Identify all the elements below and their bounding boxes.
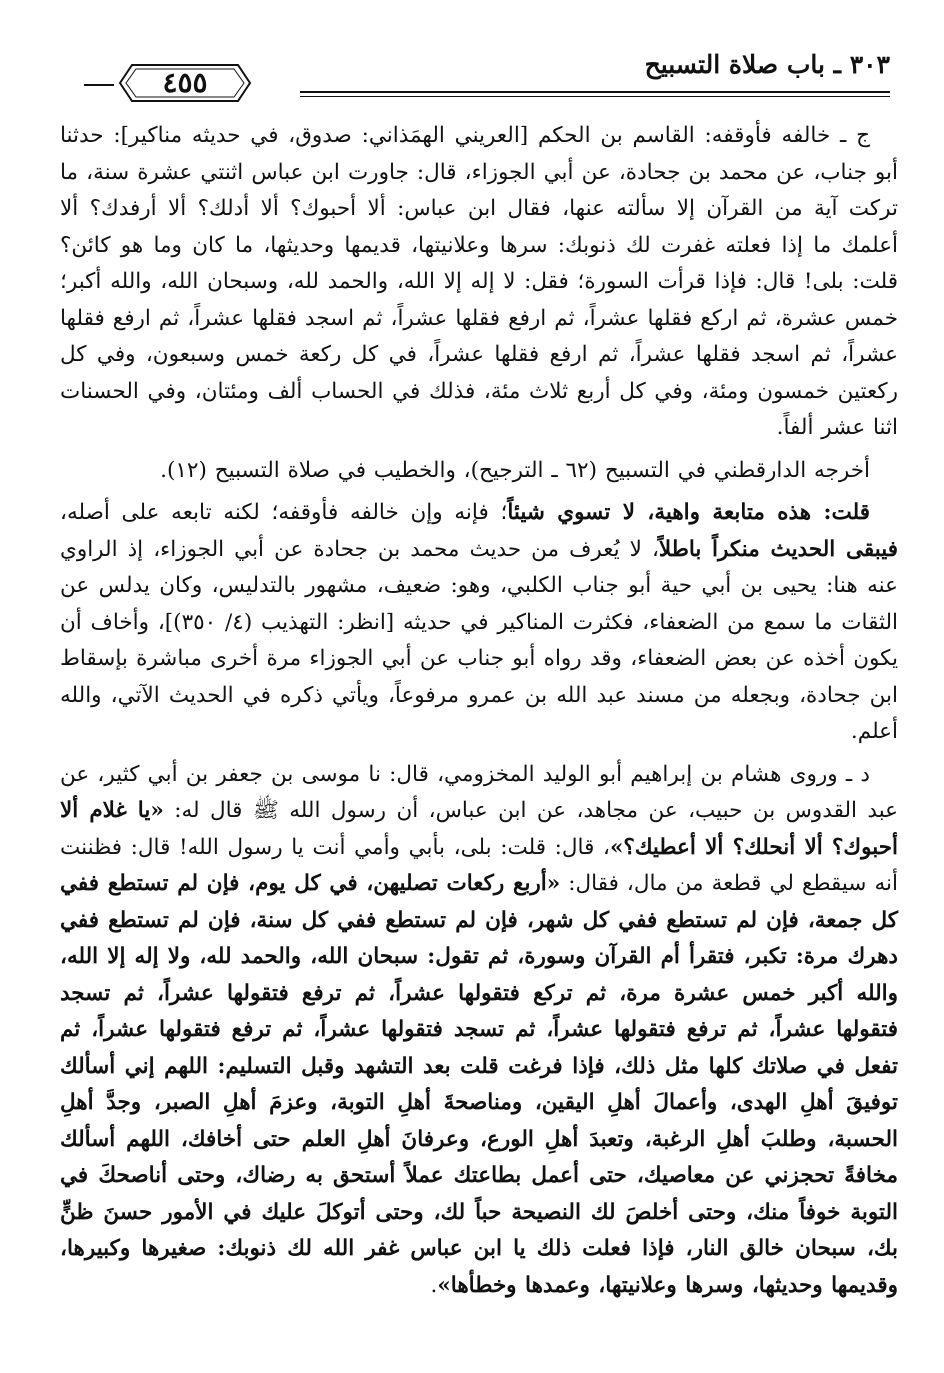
hadith-quote: «أربع ركعات تصليهن، في كل يوم، فإن لم تستطع ففي كل جمعة، فإن لم تستطع ففي كل شهر، فإن لم تستطع ففي كل سنة، فإن لم تستطع ففي دهرك مرة: تكبر، فتقرأ أم القرآن وسورة، ثم تقول: سبحان الله، والحمد لله، ولا إله إلا الله، والله أكبر خمس عشرة مرة، ثم تركع فتقولها عشراً، ثم ترفع فتقولها عشراً، ثم تسجد فتقولها عشراً، ثم ترفع فتقولها عشراً، ثم تسجد فتقولها عشراً، ثم ترفع فتقولها عشراً، ثم تفعل في صلاتك كلها مثل ذلك، فإذا فرغت قلت بعد التشهد وقبل التسليم: اللهم إني أسألك توفيقَ أهلِ الهدى، وأعمالَ أهلِ اليقين، ومناصحةَ أهلِ التوبة، وعزمَ أهلِ الصبر، وجدَّ أهلِ الحسبة، وطلبَ أهلِ الرغبة، وتعبدَ أهلِ الورع، وعرفانَ أهلِ العلم حتى أخافك، اللهم أسألك مخافةً تحجزني عن معاصيك، حتى أعمل بطاعتك عملاً أستحق به رضاك، وحتى أناصحكَ في التوبة خوفاً منك، وحتى أخلصَ لك النصيحة حباً لك، وحتى أتوكلَ عليك في الأمور حسنَ ظنٍّ بك، سبحان خالق النار، فإذا فعلت ذلك يا ابن عباس غفر الله لك ذنوبك: صغيرها وكبيرها، وقديمها وحديثها، وسرها وعلانيتها، وعمدها وخطأها»	[60, 871, 898, 1298]
paragraph-text: أخرجه الدارقطني في التسبيح (٦٢ ـ الترجيح)، والخطيب في صلاة التسبيح (١٢).	[160, 457, 870, 483]
text-segment: ؛ فإنه وإن خالفه فأوقفه؛ لكنه تابعه على أصله،	[60, 500, 508, 525]
paragraph-narration-d	[60, 757, 898, 1305]
paragraph-takhrij	[60, 453, 898, 490]
header-dash	[84, 84, 114, 86]
paragraph-commentary	[60, 495, 898, 751]
paragraph-text: ج ـ خالفه فأوقفه: القاسم بن الحكم [العريني الهمَذاني: صدوق، في حديثه مناكير]: حدثنا أبو جناب، عن محمد بن جحادة، عن أبي الجوزاء، قال: جاورت ابن عباس اثنتي عشرة سنة، ما تركت آية من القرآن إلا سألته عنها، فقال ابن عباس: ألا أحبوك؟ ألا أدلك؟ ألا أرفدك؟ ألا أعلمك ما إذا فعلته غفرت لك ذنوبك: سرها وعلانيتها، قديمها وحديثها، ما كان وما هو كائن؟ قلت: بلى! قال: فإذا قرأت السورة؛ فقل: لا إله إلا الله، والحمد لله، وسبحان الله، والله أكبر؛ خمس عشرة، ثم اركع فقلها عشراً، ثم ارفع فقلها عشراً، ثم اسجد فقلها عشراً، ثم ارفع فقلها عشراً، ثم اسجد فقلها عشراً، ثم ارفع فقلها عشراً، في كل ركعة خمس وسبعون، وفي كل ركعتين خمسون ومئة، وفي كل أربع ثلاث مئة، فذلك في الحساب ألف ومئتان، وفي الحسنات اثنا عشر ألفاً.	[60, 123, 898, 440]
header-rule-thin	[300, 96, 890, 97]
page-number-frame	[118, 62, 252, 104]
paragraph-narration-c	[60, 118, 898, 447]
text-segment: د ـ وروى هشام بن إبراهيم أبو الوليد المخزومي، قال: نا موسى بن جعفر بن أبي كثير، عن عبد القدوس بن حبيب، عن مجاهد، عن ابن عباس، أن رسول الله ﷺ قال له:	[60, 761, 899, 823]
text-segment: .	[430, 1272, 438, 1298]
chapter-title: ٣٠٣ ـ باب صلاة التسبيح	[644, 50, 890, 79]
page-body	[60, 118, 898, 1310]
hadith-quote: «يا غلام ألا أحبوك؟ ألا أنحلك؟ ألا أعطيك؟»	[60, 798, 899, 860]
header-rule	[300, 91, 890, 93]
text-segment: ، قال: قلت: بلى، بأبي وأمي أنت يا رسول الله! قال: فظننت أنه سيقطع لي قطعة من مال، فقال:	[60, 834, 898, 896]
bold-phrase: قلت: هذه متابعة واهية، لا تسوي شيئاً	[507, 500, 870, 525]
page-header	[84, 50, 890, 110]
bold-phrase: فيبقى الحديث منكراً باطلاً	[658, 536, 898, 562]
text-segment: ، لا يُعرف من حديث محمد بن جحادة عن أبي الجوزاء، إذ الراوي عنه هنا: يحيى بن أبي حية أبو جناب الكلبي، وهو: ضعيف، مشهور بالتدليس، وكان يدلس عن الثقات ما سمع من الضعفاء، فكثرت المناكير في حديثه [انظر: التهذيب (٤/ ٣٥٠)]، وأخاف أن يكون أخذه عن بعض الضعفاء، وقد رواه أبو جناب عن أبي الجوزاء مرة أخرى مباشرة بإسقاط ابن جحادة، وبجعله من مسند عبد الله بن عمرو مرفوعاً، ويأتي ذكره في الحديث الآتي، والله أعلم.	[60, 536, 898, 744]
page-number: ٤٥٥	[162, 66, 208, 99]
